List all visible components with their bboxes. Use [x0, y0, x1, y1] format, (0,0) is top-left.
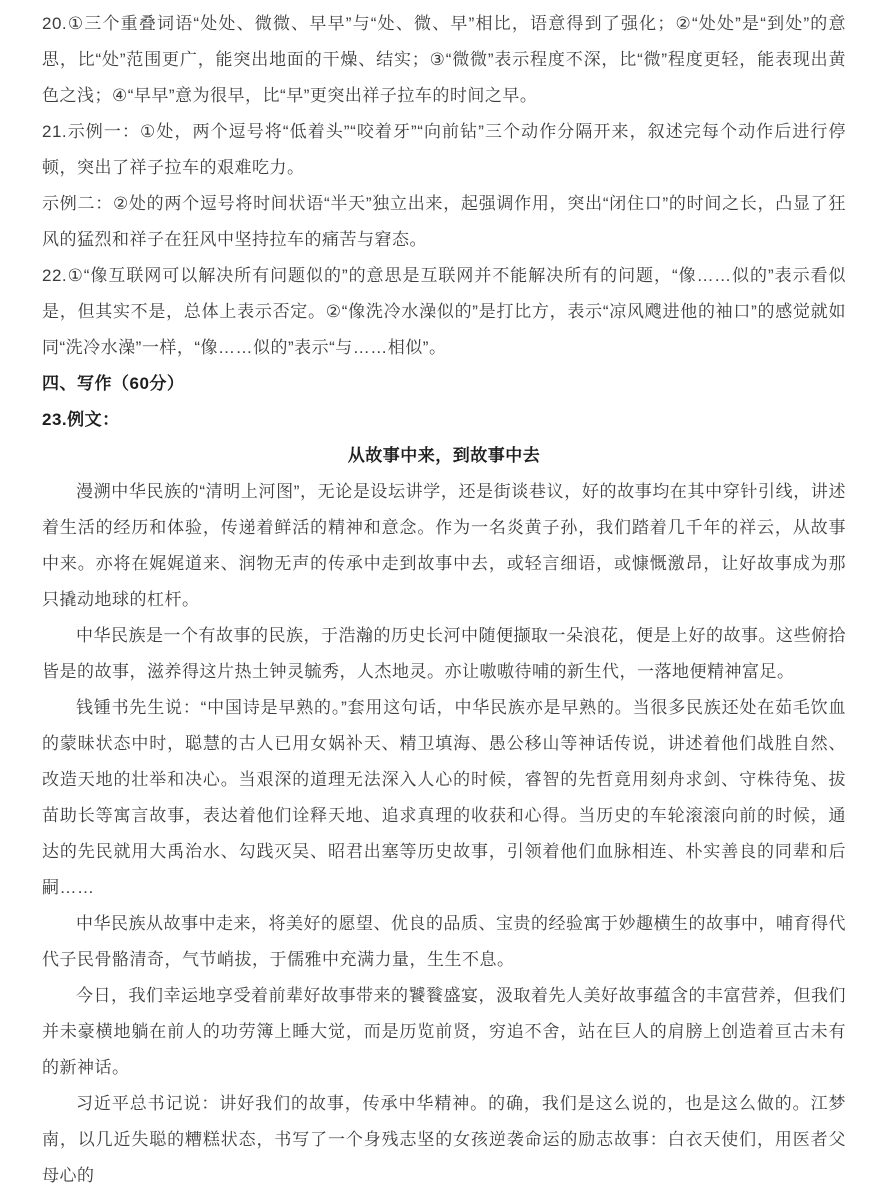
section-heading-writing: 四、写作（60分） [42, 374, 185, 393]
answer-item-21-example2: 示例二：②处的两个逗号将时间状语“半天”独立出来，起强调作用，突出“闭住口”的时间之长，凸显了狂风的猛烈和祥子在狂风中坚持拉车的痛苦与窘态。 [42, 194, 846, 249]
answer-item-20: 20.①三个重叠词语“处处、微微、早早”与“处、微、早”相比，语意得到了强化；②“处处”是“到处”的意思，比“处”范围更广，能突出地面的干燥、结实；③“微微”表示程度不深，比“微”程度更轻，能表现出黄色之浅；④“早早”意为很早，比“早”更突出祥子拉车的时间之早。 [42, 14, 846, 105]
answer-item-21-example1: 21.示例一：①处，两个逗号将“低着头”“咬着牙”“向前钻”三个动作分隔开来，叙述完每个动作后进行停顿，突出了祥子拉车的艰难吃力。 [42, 122, 846, 177]
answer-item-22: 22.①“像互联网可以解决所有问题似的”的意思是互联网并不能解决所有的问题，“像……似的”表示看似是，但其实不是，总体上表示否定。②“像洗冷水澡似的”是打比方，表示“凉风飕进他的袖口”的感觉就如同“洗冷水澡”一样，“像……似的”表示“与……相似”。 [42, 266, 846, 357]
essay-paragraph-3: 钱锺书先生说：“中国诗是早熟的。”套用这句话，中华民族亦是早熟的。当很多民族还处在茹毛饮血的蒙昧状态中时，聪慧的古人已用女娲补天、精卫填海、愚公移山等神话传说，讲述着他们战胜自然、改造天地的壮举和决心。当艰深的道理无法深入人心的时候，睿智的先哲竟用刻舟求剑、守株待兔、拔苗助长等寓言故事，表达着他们诠释天地、追求真理的收获和心得。当历史的车轮滚滚向前的时候，通达的先民就用大禹治水、勾践灭吴、昭君出塞等历史故事，引领着他们血脉相连、朴实善良的同辈和后嗣…… [42, 698, 846, 897]
essay-paragraph-5: 今日，我们幸运地享受着前辈好故事带来的饕餮盛宴，汲取着先人美好故事蕴含的丰富营养，但我们并未豪横地躺在前人的功劳簿上睡大觉，而是历览前贤，穷追不舍，站在巨人的肩膀上创造着亘古未有的新神话。 [42, 986, 846, 1077]
essay-title: 从故事中来，到故事中去 [347, 446, 541, 465]
essay-paragraph-1: 漫溯中华民族的“清明上河图”，无论是设坛讲学，还是街谈巷议，好的故事均在其中穿针引线，讲述着生活的经历和体验，传递着鲜活的精神和意念。作为一名炎黄子孙，我们踏着几千年的祥云，从故事中来。亦将在娓娓道来、润物无声的传承中走到故事中去，或轻言细语，或慷慨激昂，让好故事成为那只撬动地球的杠杆。 [42, 482, 846, 609]
essay-paragraph-6: 习近平总书记说：讲好我们的故事，传承中华精神。的确，我们是这么说的，也是这么做的。江梦南，以几近失聪的糟糕状态，书写了一个身残志坚的女孩逆袭命运的励志故事：白衣天使们，用医者父母心的 [42, 1094, 846, 1185]
essay-paragraph-4: 中华民族从故事中走来，将美好的愿望、优良的品质、宝贵的经验寓于妙趣横生的故事中，哺育得代代子民骨骼清奇，气节峭拔，于儒雅中充满力量，生生不息。 [42, 914, 846, 969]
essay-paragraph-2: 中华民族是一个有故事的民族，于浩瀚的历史长河中随便撷取一朵浪花，便是上好的故事。这些俯拾皆是的故事，滋养得这片热土钟灵毓秀，人杰地灵。亦让嗷嗷待哺的新生代，一落地便精神富足。 [42, 626, 846, 681]
essay-label: 23.例文： [42, 410, 120, 429]
